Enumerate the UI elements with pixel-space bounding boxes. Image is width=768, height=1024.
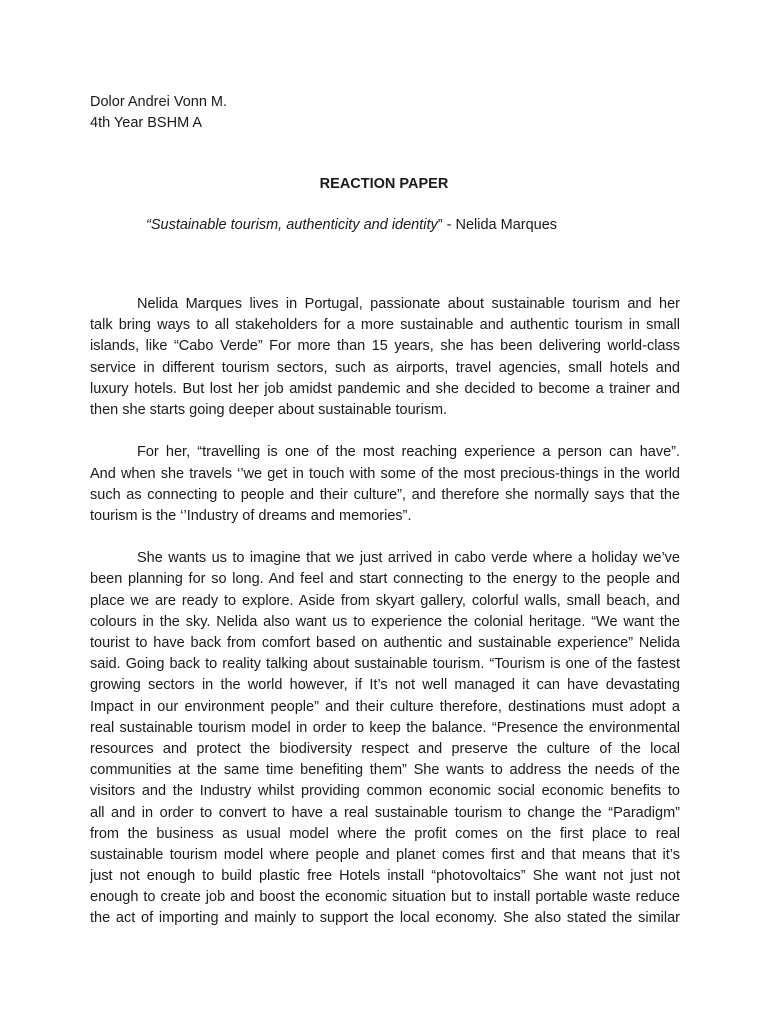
paragraph-line: all and in order to convert to have a real sustainable tourism to change the “Paradigm” — [90, 804, 680, 821]
paragraph-line: tourist to have back from comfort based on authentic and sustainable experience” Nelida — [90, 635, 680, 651]
author-section: 4th Year BSHM A — [90, 115, 203, 131]
paragraph-line: from the business as usual model where the profit comes on the first place to real — [90, 825, 680, 842]
paragraph-line: communities at the same time benefiting them” She wants to address the needs of the — [90, 762, 680, 779]
paragraph-line: said. Going back to reality talking about sustainable tourism. “Tourism is one of the fastest — [90, 656, 680, 673]
paragraph-line: resources and protect the biodiversity respect and preserve the culture of the local — [90, 740, 680, 757]
paragraph-line: the act of importing and mainly to support the local economy. She also stated the similar — [90, 910, 680, 927]
subtitle-speaker: ” - Nelida Marques — [437, 217, 558, 233]
paragraph-line: And when she travels ‘’we get in touch with some of the most precious-things in the world — [90, 465, 680, 482]
paper-subtitle — [146, 215, 557, 235]
paragraph-line: enough to create job and boost the economic situation but to install portable waste reduce — [90, 889, 680, 906]
paragraph-line: sustainable tourism model where people and planet comes first and that means that it’s — [90, 846, 680, 863]
paper-title: REACTION PAPER — [319, 176, 449, 192]
paragraph-line: tourism is the ‘’Industry of dreams and memories”. — [90, 507, 412, 524]
paragraph-line: visitors and the Industry whilst providing common economic social economic benefits to — [90, 783, 680, 800]
paragraph — [90, 294, 680, 421]
paragraph-line: She wants us to imagine that we just arrived in cabo verde where a holiday we’ve — [137, 550, 680, 567]
paragraph — [90, 442, 680, 527]
paragraph-line: real sustainable tourism model in order to keep the balance. “Presence the environmental — [90, 719, 680, 736]
paragraph-line: Nelida Marques lives in Portugal, passionate about sustainable tourism and her — [137, 296, 680, 312]
paragraph-line: talk bring ways to all stakeholders for a more sustainable and authentic tourism in small — [90, 317, 680, 334]
paragraph-line: growing sectors in the world however, if It’s not well managed it can have devastating — [90, 677, 680, 694]
paragraph-line: just not enough to build plastic free Hotels install “photovoltaics” She want not just not — [90, 868, 680, 885]
paragraph-line: luxury hotels. But lost her job amidst pandemic and she decided to become a trainer and — [90, 380, 680, 397]
paragraph-line: Impact in our environment people” and their culture therefore, destinations must adopt a — [90, 698, 680, 715]
paragraph-line: service in different tourism sectors, such as airports, travel agencies, small hotels and — [90, 359, 680, 376]
paragraph-line: then she starts going deeper about sustainable tourism. — [90, 401, 448, 418]
paragraph-line: colours in the sky. Nelida also want us to experience the colonial heritage. “We want the — [90, 613, 680, 630]
body-text — [90, 294, 680, 951]
paragraph-line: islands, like “Cabo Verde” For more than 15 years, she has been delivering world-class — [90, 338, 680, 355]
paragraph — [90, 548, 680, 929]
paragraph-line: For her, “travelling is one of the most reaching experience a person can have”. — [137, 444, 680, 461]
author-block — [90, 92, 227, 134]
paragraph-line: such as connecting to people and their culture”, and therefore she normally says that the — [90, 486, 680, 503]
subtitle-quote: “Sustainable tourism, authenticity and identity — [146, 217, 438, 233]
paragraph-line: place we are ready to explore. Aside from skyart gallery, colorful walls, small beach, and — [90, 592, 680, 609]
author-name: Dolor Andrei Vonn M. — [90, 94, 228, 110]
paragraph-line: been planning for so long. And feel and start connecting to the energy to the people and — [90, 571, 680, 588]
